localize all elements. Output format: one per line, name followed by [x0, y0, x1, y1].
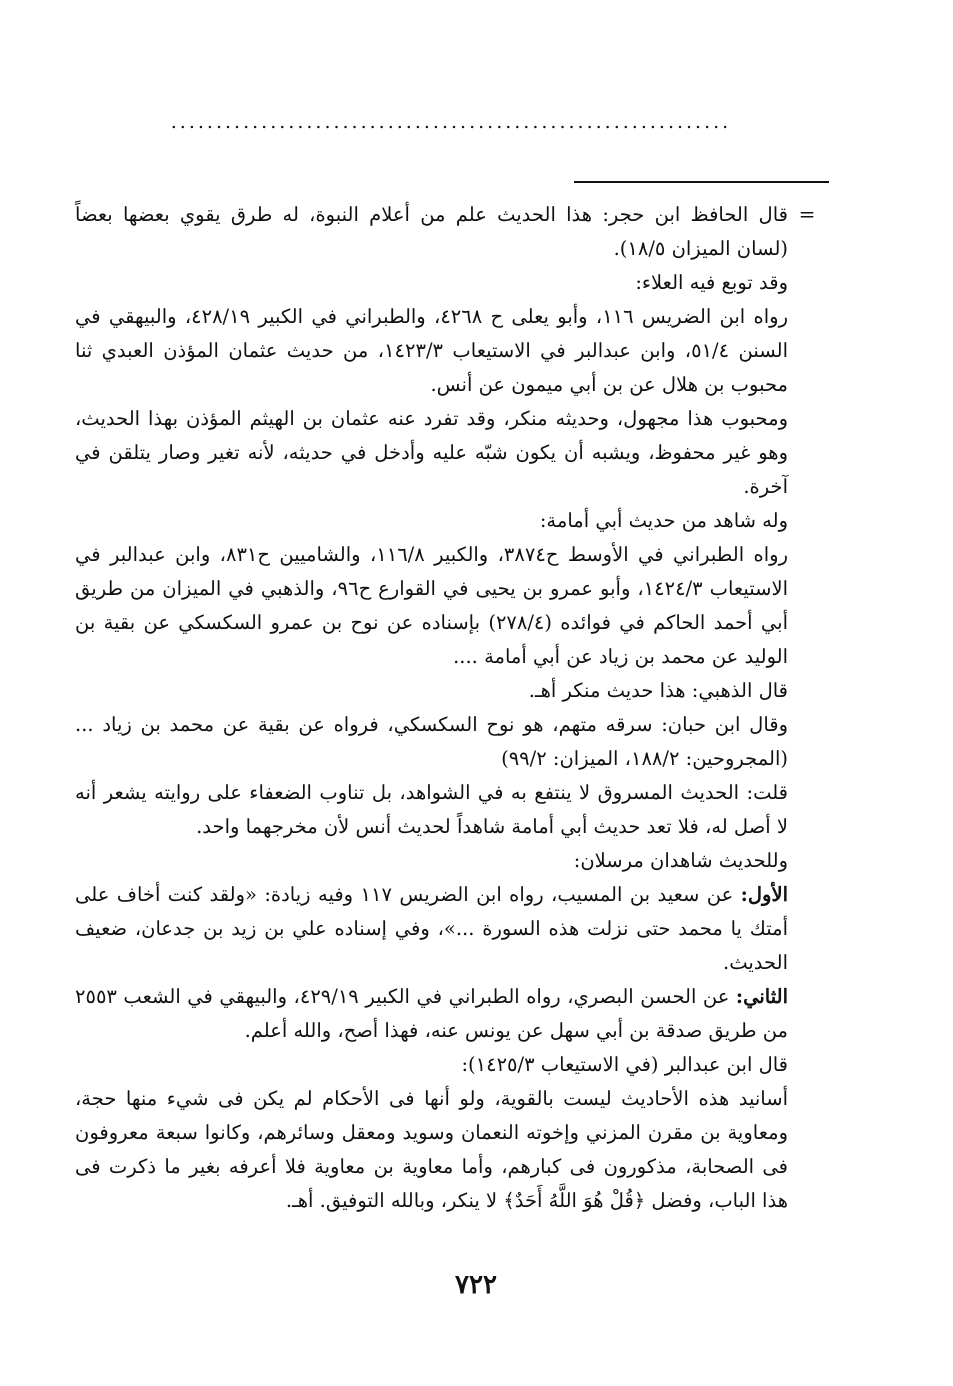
footnote-rule: [574, 181, 829, 183]
paragraph-abu-umama-narrators: رواه الطبراني في الأوسط ح٣٨٧٤، والكبير ١١٦/٨، والشاميين ح٨٣١، وابن عبدالبر في الاستيعاب ١٤٢٤/٣، وأبو عمرو بن يحيى في القوارع ح٩٦، والذهبي في الميزان من طريق أبي أحمد الحاكم في فوائده (٢٧٨/٤) بإسناده عن نوح بن عمرو السكسكي عن بقية بن الوليد عن محمد بن زياد عن أبي أمامة ....: [75, 543, 788, 668]
separator-dots: ..............................................................: [170, 112, 732, 132]
paragraph-ibn-abdulbarr-intro: قال ابن عبدالبر (في الاستيعاب ١٤٢٥/٣):: [461, 1053, 788, 1076]
paragraph-mahbub-critique: ومحبوب هذا مجهول، وحديثه منكر، وقد تفرد عنه عثمان بن الهيثم المؤذن بهذا الحديث، وهو غير محفوظ، ويشبه أن يكون شبّه عليه وأدخل في حديثه، لأنه تغير وصار يتلقن في آخرة.: [75, 407, 788, 498]
paragraph-dhahabi-verdict: قال الذهبي: هذا حديث منكر أهـ.: [528, 679, 788, 702]
second-mursal-text: عن الحسن البصري، رواه الطبراني في الكبير ٤٢٩/١٩، والبيهقي في الشعب ٢٥٥٣ من طريق صدقة بن أبي سهل عن يونس عنه، فهذا أصح، والله أعلم.: [75, 985, 788, 1042]
second-mursal-label: الثاني:: [735, 985, 788, 1008]
continuation-mark: =: [798, 202, 816, 226]
paragraph-second-mursal: [75, 980, 788, 1048]
paragraph-closing-quote: أسانيد هذه الأحاديث ليست بالقوية، ولو أنها فى الأحكام لم يكن فى شيء منها حجة، ومعاوية بن مقرن المزني وإخوته النعمان وسويد ومعقل وسائرهم، وكانوا سبعة معروفون فى الصحابة، مذكورون فى كبارهم، وأما معاوية بن معاوية فلا أعرفه بغير ما ذكرت فى هذا الباب، وفضل ﴿قُلْ هُوَ اللَّهُ أَحَدٌ﴾ لا ينكر، وبالله التوفيق. أهـ.: [75, 1087, 788, 1212]
paragraph-abu-umama-heading: وله شاهد من حديث أبي أمامة:: [539, 509, 788, 532]
paragraph-first-mursal: [75, 878, 788, 980]
paragraph-author-comment: قلت: الحديث المسروق لا ينتفع به في الشواهد، بل تناوب الضعفاء على روايته يشعر أنه لا أصل له، فلا تعد حديث أبي أمامة شاهداً لحديث أنس لأن مخرجهما واحد.: [75, 781, 788, 838]
paragraph-ibn-hibban: وقال ابن حبان: سرقه متهم، هو نوح السكسكي، فرواه عن بقية عن محمد بن زياد ... (المجروحين: ١٨٨/٢، الميزان: ٩٩/٢): [75, 713, 788, 770]
footnote-body: [75, 198, 788, 1218]
first-mursal-text: عن سعيد بن المسيب، رواه ابن الضريس ١١٧ وفيه زيادة: «ولقد كنت أخاف على أمتك يا محمد حتى نزلت هذه السورة ...»، وفي إسناده علي بن زيد بن جدعان، ضعيف الحديث.: [75, 883, 788, 974]
paragraph-mursal-heading: وللحديث شاهدان مرسلان:: [573, 849, 788, 872]
first-mursal-label: الأول:: [740, 883, 788, 906]
page-number: ٧٢٢: [455, 1270, 497, 1300]
paragraph-followed-by: وقد توبع فيه العلاء:: [635, 271, 788, 294]
paragraph-ibn-hajar-quote: قال الحافظ ابن حجر: هذا الحديث علم من أعلام النبوة، له طرق يقوي بعضها بعضاً (لسان الميزان ١٨/٥).: [75, 203, 788, 260]
paragraph-narrators-anas: رواه ابن الضريس ١١٦، وأبو يعلى ح ٤٢٦٨، والطبراني في الكبير ٤٢٨/١٩، والبيهقي في السنن ٥١/٤، وابن عبدالبر في الاستيعاب ١٤٢٣/٣، من حديث عثمان المؤذن العبدي ثنا محبوب بن هلال عن بن أبي ميمون عن أنس.: [75, 305, 788, 396]
